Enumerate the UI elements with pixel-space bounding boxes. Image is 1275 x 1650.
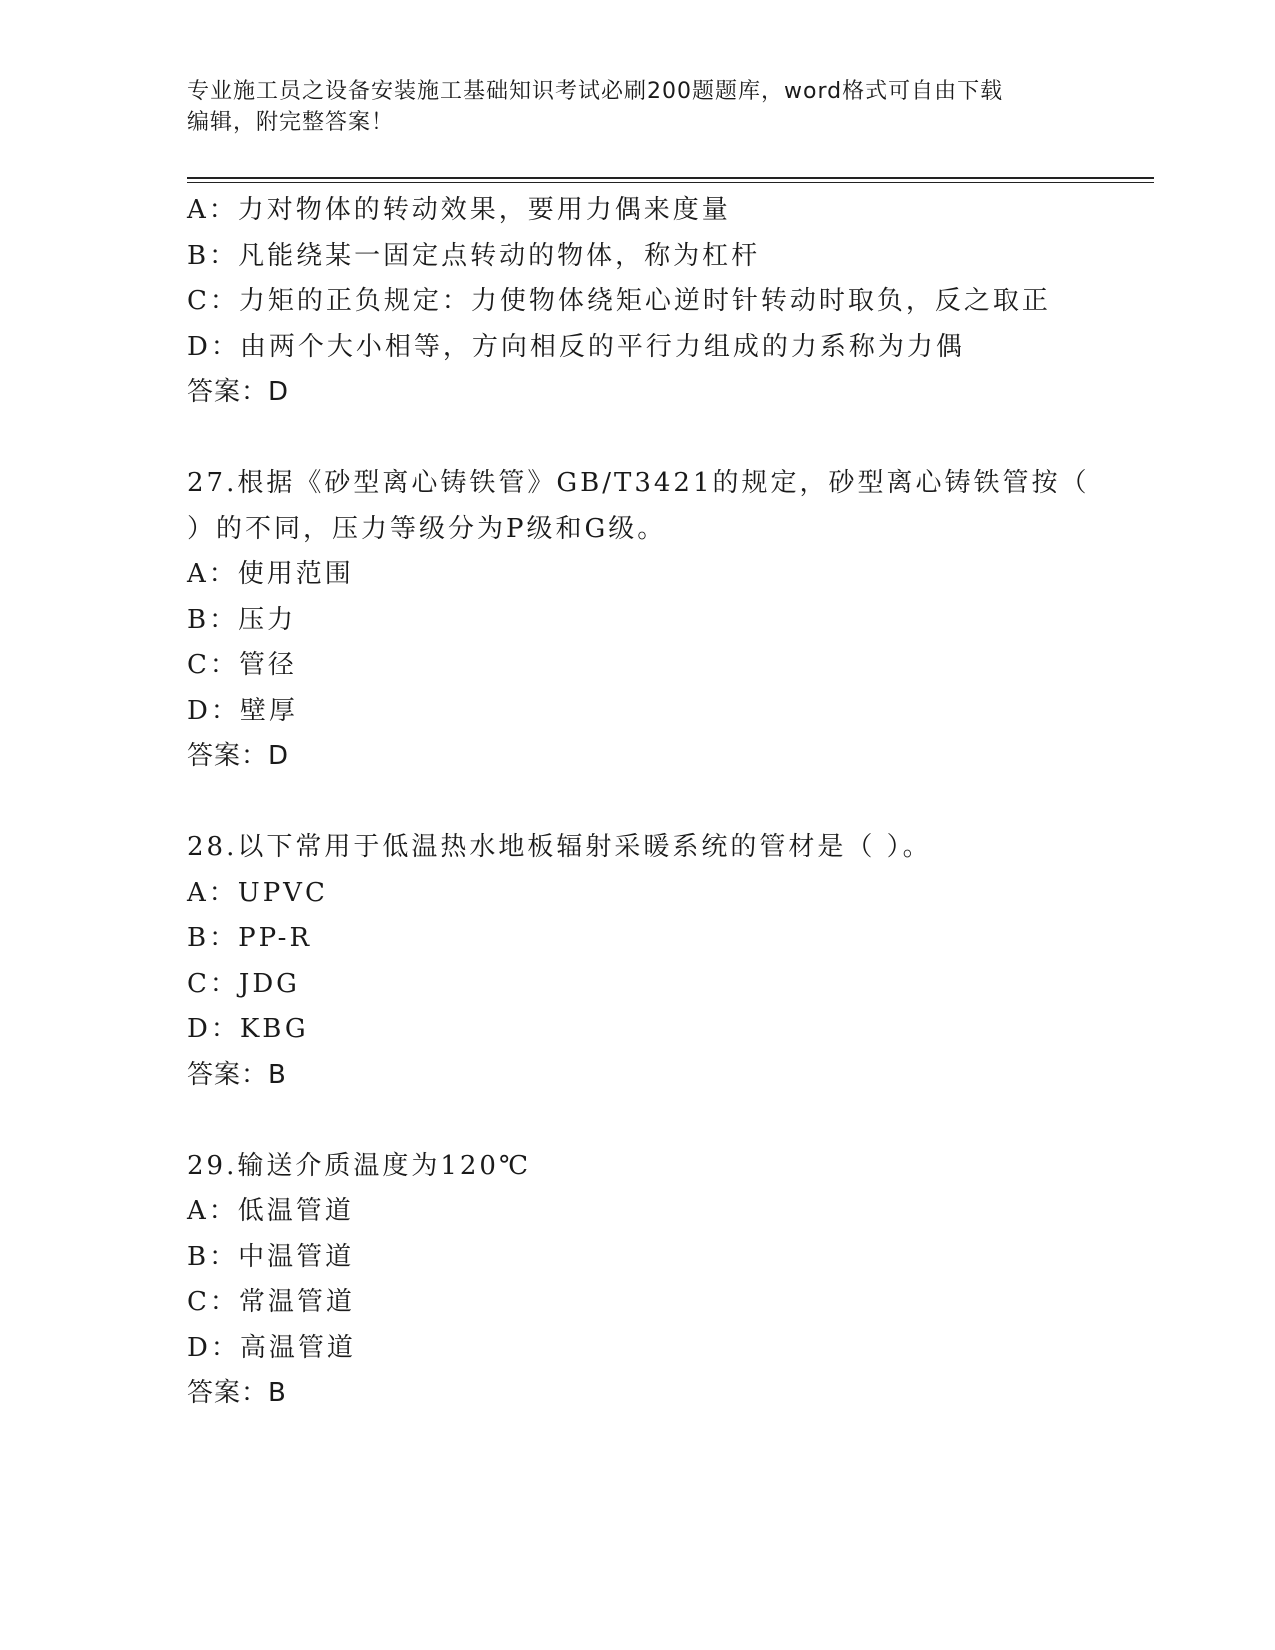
option-c: C：管径 <box>187 650 297 680</box>
option-b: B：压力 <box>187 604 297 635</box>
option-d: D：KBG <box>187 1014 309 1044</box>
option-c: C：常温管道 <box>187 1287 355 1317</box>
option-b: B：凡能绕某一固定点转动的物体，称为杠杆 <box>187 240 761 271</box>
answer: 答案：D <box>187 377 290 407</box>
answer: 答案：B <box>187 1378 287 1408</box>
answer: 答案：D <box>187 741 290 771</box>
question-stem-continued: ）的不同，压力等级分为P级和G级。 <box>187 513 667 544</box>
header-divider-thick <box>187 177 1154 179</box>
question-26 <box>187 188 1087 416</box>
question-27 <box>187 461 1090 780</box>
question-stem: 27.根据《砂型离心铸铁管》GB/T3421的规定，砂型离心铸铁管按（ <box>187 468 1090 498</box>
document-header <box>187 76 1067 138</box>
spacer <box>187 416 1087 462</box>
question-28 <box>187 825 1087 1098</box>
spacer <box>187 1098 1087 1144</box>
answer: 答案：B <box>187 1059 287 1090</box>
spacer <box>187 780 1087 826</box>
option-a: A：力对物体的转动效果，要用力偶来度量 <box>187 195 731 225</box>
option-b: B：PP-R <box>187 923 313 953</box>
option-d: D：壁厚 <box>187 695 298 726</box>
header-line-2: 编辑，附完整答案！ <box>187 110 395 135</box>
option-a: A：UPVC <box>187 877 328 908</box>
option-d: D：由两个大小相等，方向相反的平行力组成的力系称为力偶 <box>187 331 965 362</box>
option-b: B：中温管道 <box>187 1241 355 1272</box>
header-divider-thin <box>187 182 1154 183</box>
question-list <box>187 188 1090 1417</box>
option-c: C：JDG <box>187 968 300 999</box>
question-29 <box>187 1144 1087 1417</box>
option-a: A：低温管道 <box>187 1196 354 1226</box>
question-stem: 28.以下常用于低温热水地板辐射采暖系统的管材是（ ）。 <box>187 832 932 862</box>
option-a: A：使用范围 <box>187 559 354 589</box>
header-line-1: 专业施工员之设备安装施工基础知识考试必刷200题题库，word格式可自由下载 <box>187 79 1004 104</box>
question-stem: 29.输送介质温度为120℃ <box>187 1150 532 1181</box>
option-c: C：力矩的正负规定：力使物体绕矩心逆时针转动时取负，反之取正 <box>187 286 1051 316</box>
option-d: D：高温管道 <box>187 1332 356 1363</box>
